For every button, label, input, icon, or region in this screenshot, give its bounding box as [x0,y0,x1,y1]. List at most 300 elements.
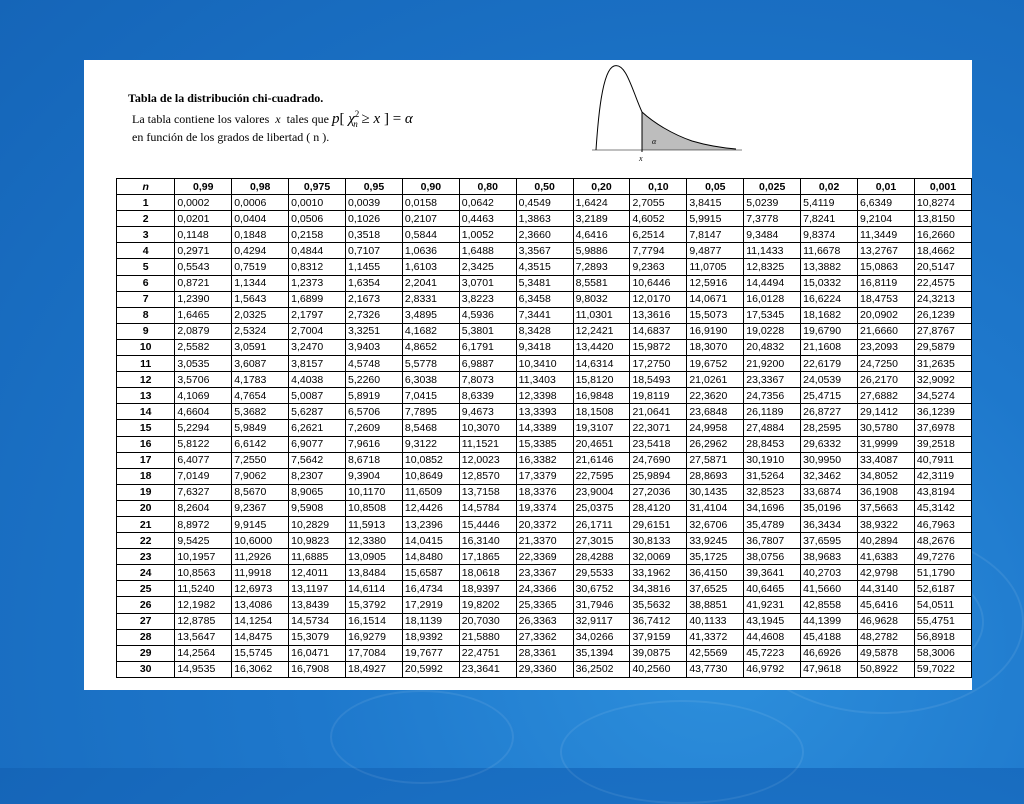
table-cell: 36,1908 [858,484,915,500]
table-cell: 15,9872 [630,339,687,355]
column-header-alpha: 0,001 [914,179,971,195]
table-cell: 9,5425 [175,533,232,549]
table-cell: 15,3792 [346,597,403,613]
table-row [117,597,972,613]
table-cell: 14,0671 [687,291,744,307]
description-suffix: tales que [286,111,329,126]
table-cell: 0,5543 [175,259,232,275]
table-cell: 35,1394 [573,645,630,661]
table-cell: 40,2703 [801,565,858,581]
table-cell: 18,9392 [402,629,459,645]
table-cell: 13,0905 [346,549,403,565]
table-row [117,275,972,291]
table-row [117,388,972,404]
table-cell: 16,1514 [346,613,403,629]
table-cell: 31,9999 [858,436,915,452]
table-cell: 7,8147 [687,227,744,243]
table-cell: 25,3365 [516,597,573,613]
table-cell: 14,0415 [402,533,459,549]
degrees-of-freedom-cell: 19 [117,484,175,500]
table-cell: 5,5778 [402,356,459,372]
degrees-of-freedom-cell: 27 [117,613,175,629]
table-cell: 39,2518 [914,436,971,452]
table-cell: 7,0415 [402,388,459,404]
table-cell: 5,8122 [175,436,232,452]
table-cell: 14,5734 [289,613,346,629]
table-cell: 0,2107 [402,211,459,227]
table-row [117,436,972,452]
degrees-of-freedom-cell: 26 [117,597,175,613]
table-cell: 8,2307 [289,468,346,484]
table-cell: 14,1254 [232,613,289,629]
table-cell: 21,9200 [744,356,801,372]
table-cell: 6,3038 [402,372,459,388]
table-cell: 20,5992 [402,661,459,677]
table-cell: 16,9848 [573,388,630,404]
table-cell: 29,3360 [516,661,573,677]
table-cell: 8,6339 [459,388,516,404]
column-header-alpha: 0,975 [289,179,346,195]
table-cell: 37,5663 [858,500,915,516]
table-cell: 44,4608 [744,629,801,645]
table-cell: 42,8558 [801,597,858,613]
table-cell: 11,3449 [858,227,915,243]
table-cell: 0,0158 [402,195,459,211]
table-cell: 18,1139 [402,613,459,629]
table-cell: 35,1725 [687,549,744,565]
table-cell: 16,9190 [687,323,744,339]
table-cell: 5,9886 [573,243,630,259]
table-cell: 43,8194 [914,484,971,500]
table-cell: 12,0170 [630,291,687,307]
degrees-of-freedom-cell: 5 [117,259,175,275]
table-cell: 19,3374 [516,500,573,516]
table-cell: 2,7055 [630,195,687,211]
table-cell: 7,7895 [402,404,459,420]
degrees-of-freedom-cell: 15 [117,420,175,436]
table-cell: 9,8032 [573,291,630,307]
table-cell: 29,1412 [858,404,915,420]
variable-x: x [275,111,281,126]
x-axis-marker-label: x [639,154,643,163]
table-cell: 5,9849 [232,420,289,436]
degrees-of-freedom-cell: 21 [117,516,175,532]
table-cell: 6,6142 [232,436,289,452]
table-cell: 0,2971 [175,243,232,259]
table-cell: 8,9065 [289,484,346,500]
table-cell: 0,0039 [346,195,403,211]
document-title: Tabla de la distribución chi-cuadrado. [128,91,324,105]
table-cell: 16,3140 [459,533,516,549]
table-cell: 14,8475 [232,629,289,645]
table-cell: 15,5073 [687,307,744,323]
table-cell: 3,3251 [346,323,403,339]
degrees-of-freedom-cell: 13 [117,388,175,404]
table-cell: 0,1148 [175,227,232,243]
table-row [117,516,972,532]
table-cell: 15,0863 [858,259,915,275]
table-cell: 0,3518 [346,227,403,243]
table-cell: 12,8570 [459,468,516,484]
table-cell: 15,3385 [516,436,573,452]
table-cell: 13,3393 [516,404,573,420]
table-cell: 3,3567 [516,243,573,259]
table-cell: 45,7223 [744,645,801,661]
table-cell: 16,9279 [346,629,403,645]
table-cell: 11,6885 [289,549,346,565]
table-cell: 40,1133 [687,613,744,629]
table-cell: 20,7030 [459,613,516,629]
table-cell: 31,5264 [744,468,801,484]
table-cell: 39,3641 [744,565,801,581]
table-cell: 34,3816 [630,581,687,597]
table-cell: 27,6882 [858,388,915,404]
table-cell: 3,8223 [459,291,516,307]
table-cell: 7,3778 [744,211,801,227]
table-row [117,629,972,645]
table-cell: 5,0239 [744,195,801,211]
table-cell: 20,5147 [914,259,971,275]
table-cell: 13,5647 [175,629,232,645]
table-cell: 26,8727 [801,404,858,420]
table-cell: 43,7730 [687,661,744,677]
table-cell: 0,7107 [346,243,403,259]
degrees-of-freedom-cell: 30 [117,661,175,677]
table-cell: 9,3484 [744,227,801,243]
chi-square-table [116,178,972,678]
table-cell: 0,8721 [175,275,232,291]
table-cell: 29,6332 [801,436,858,452]
alpha-label: α [652,137,657,146]
table-cell: 16,0471 [289,645,346,661]
table-cell: 22,6179 [801,356,858,372]
table-cell: 1,6424 [573,195,630,211]
table-cell: 51,1790 [914,565,971,581]
table-cell: 10,2829 [289,516,346,532]
table-cell: 12,8785 [175,613,232,629]
table-cell: 9,4877 [687,243,744,259]
table-cell: 26,1189 [744,404,801,420]
table-cell: 40,7911 [914,452,971,468]
table-cell: 4,1682 [402,323,459,339]
table-cell: 0,4549 [516,195,573,211]
degrees-of-freedom-cell: 9 [117,323,175,339]
degrees-of-freedom-cell: 23 [117,549,175,565]
table-cell: 12,0023 [459,452,516,468]
table-cell: 7,8073 [459,372,516,388]
description-line-2: en función de los grados de libertad ( n ). [132,130,330,144]
degrees-of-freedom-cell: 1 [117,195,175,211]
degrees-of-freedom-cell: 29 [117,645,175,661]
table-cell: 32,3462 [801,468,858,484]
table-row [117,420,972,436]
table-cell: 29,5533 [573,565,630,581]
table-cell: 37,9159 [630,629,687,645]
table-cell: 23,3367 [516,565,573,581]
table-cell: 8,5468 [402,420,459,436]
table-cell: 1,6488 [459,243,516,259]
table-cell: 21,0641 [630,404,687,420]
table-cell: 43,1945 [744,613,801,629]
table-cell: 35,4789 [744,516,801,532]
table-cell: 1,1455 [346,259,403,275]
table-cell: 12,8325 [744,259,801,275]
table-cell: 41,3372 [687,629,744,645]
table-cell: 20,4651 [573,436,630,452]
table-row [117,291,972,307]
table-cell: 6,9887 [459,356,516,372]
table-cell: 3,0535 [175,356,232,372]
table-cell: 26,3363 [516,613,573,629]
table-cell: 14,5784 [459,500,516,516]
table-cell: 15,6587 [402,565,459,581]
degrees-of-freedom-cell: 10 [117,339,175,355]
table-row [117,500,972,516]
table-cell: 28,2595 [801,420,858,436]
table-cell: 27,5871 [687,452,744,468]
table-cell: 36,7412 [630,613,687,629]
table-cell: 7,2550 [232,452,289,468]
degrees-of-freedom-cell: 3 [117,227,175,243]
table-cell: 17,7084 [346,645,403,661]
table-cell: 26,1711 [573,516,630,532]
table-cell: 21,0261 [687,372,744,388]
table-cell: 6,9077 [289,436,346,452]
table-cell: 18,4753 [858,291,915,307]
table-cell: 54,0511 [914,597,971,613]
table-cell: 1,6899 [289,291,346,307]
table-cell: 5,3682 [232,404,289,420]
table-cell: 11,6509 [402,484,459,500]
table-cell: 10,6446 [630,275,687,291]
table-cell: 24,3213 [914,291,971,307]
table-cell: 0,7519 [232,259,289,275]
table-row [117,484,972,500]
table-row [117,661,972,677]
table-cell: 32,9117 [573,613,630,629]
table-cell: 40,2894 [858,533,915,549]
table-cell: 4,6416 [573,227,630,243]
table-cell: 0,2158 [289,227,346,243]
table-cell: 52,6187 [914,581,971,597]
table-cell: 30,6752 [573,581,630,597]
table-cell: 5,2260 [346,372,403,388]
table-cell: 3,8157 [289,356,346,372]
table-cell: 32,0069 [630,549,687,565]
table-row [117,565,972,581]
table-cell: 17,2750 [630,356,687,372]
table-cell: 16,4734 [402,581,459,597]
table-cell: 3,5706 [175,372,232,388]
table-cell: 26,1239 [914,307,971,323]
table-cell: 37,6595 [801,533,858,549]
table-cell: 4,6604 [175,404,232,420]
table-cell: 4,5748 [346,356,403,372]
column-header-alpha: 0,50 [516,179,573,195]
table-cell: 6,3458 [516,291,573,307]
table-cell: 5,0087 [289,388,346,404]
table-cell: 31,7946 [573,597,630,613]
table-cell: 11,5240 [175,581,232,597]
table-cell: 38,9683 [801,549,858,565]
table-cell: 3,4895 [402,307,459,323]
table-cell: 22,3369 [516,549,573,565]
table-cell: 42,5569 [687,645,744,661]
table-cell: 13,8150 [914,211,971,227]
table-cell: 9,9145 [232,516,289,532]
table-cell: 26,2962 [687,436,744,452]
table-row [117,307,972,323]
table-cell: 10,8274 [914,195,971,211]
table-cell: 30,1435 [687,484,744,500]
table-cell: 23,2093 [858,339,915,355]
table-row [117,581,972,597]
table-cell: 49,5878 [858,645,915,661]
table-cell: 19,3107 [573,420,630,436]
description-line [132,109,413,129]
table-row [117,468,972,484]
chi-square-density-figure [584,60,754,165]
table-cell: 14,4494 [744,275,801,291]
table-cell: 26,2170 [858,372,915,388]
table-row [117,452,972,468]
table-cell: 15,4446 [459,516,516,532]
table-cell: 33,6874 [801,484,858,500]
table-cell: 8,5670 [232,484,289,500]
table-cell: 33,9245 [687,533,744,549]
table-cell: 23,3641 [459,661,516,677]
table-cell: 4,4038 [289,372,346,388]
table-cell: 50,8922 [858,661,915,677]
table-cell: 0,4844 [289,243,346,259]
table-cell: 7,5642 [289,452,346,468]
table-cell: 23,5418 [630,436,687,452]
table-cell: 1,5643 [232,291,289,307]
table-cell: 27,3015 [573,533,630,549]
table-cell: 32,8523 [744,484,801,500]
table-cell: 10,9823 [289,533,346,549]
table-cell: 48,2676 [914,533,971,549]
table-cell: 46,6926 [801,645,858,661]
table-cell: 1,6465 [175,307,232,323]
table-cell: 38,0756 [744,549,801,565]
column-header-n: n [117,179,175,195]
table-cell: 4,7654 [232,388,289,404]
table-cell: 18,1508 [573,404,630,420]
table-cell: 58,3006 [914,645,971,661]
table-cell: 1,6354 [346,275,403,291]
table-cell: 0,0506 [289,211,346,227]
table-cell: 10,3070 [459,420,516,436]
table-cell: 42,9798 [858,565,915,581]
table-cell: 11,6678 [801,243,858,259]
table-cell: 13,7158 [459,484,516,500]
table-cell: 21,6146 [573,452,630,468]
table-cell: 36,3434 [801,516,858,532]
table-cell: 49,7276 [914,549,971,565]
table-cell: 10,1957 [175,549,232,565]
table-row [117,549,972,565]
table-cell: 31,2635 [914,356,971,372]
table-cell: 28,8693 [687,468,744,484]
table-cell: 45,3142 [914,500,971,516]
table-cell: 35,5632 [630,597,687,613]
table-cell: 8,8972 [175,516,232,532]
table-cell: 41,6383 [858,549,915,565]
table-row [117,195,972,211]
table-cell: 36,7807 [744,533,801,549]
column-header-alpha: 0,01 [858,179,915,195]
table-cell: 30,5780 [858,420,915,436]
description-prefix: La tabla contiene los valores [132,111,270,126]
table-cell: 11,1521 [459,436,516,452]
table-cell: 7,9062 [232,468,289,484]
table-cell: 6,1791 [459,339,516,355]
table-cell: 13,8484 [346,565,403,581]
table-cell: 7,8241 [801,211,858,227]
table-cell: 0,1026 [346,211,403,227]
table-cell: 11,9918 [232,565,289,581]
table-cell: 17,5345 [744,307,801,323]
table-cell: 5,9915 [687,211,744,227]
table-row [117,323,972,339]
table-cell: 4,1783 [232,372,289,388]
table-cell: 6,2514 [630,227,687,243]
table-cell: 5,8919 [346,388,403,404]
degrees-of-freedom-cell: 2 [117,211,175,227]
table-cell: 24,3366 [516,581,573,597]
table-cell: 38,9322 [858,516,915,532]
table-cell: 27,8767 [914,323,971,339]
table-cell: 5,3481 [516,275,573,291]
table-cell: 6,4077 [175,452,232,468]
table-cell: 1,1344 [232,275,289,291]
table-cell: 5,2294 [175,420,232,436]
table-cell: 5,3801 [459,323,516,339]
table-row [117,243,972,259]
table-cell: 47,9618 [801,661,858,677]
table-cell: 0,0002 [175,195,232,211]
table-cell: 22,3071 [630,420,687,436]
table-cell: 3,8415 [687,195,744,211]
table-cell: 19,8202 [459,597,516,613]
table-cell: 13,3882 [801,259,858,275]
table-row [117,613,972,629]
table-cell: 13,2767 [858,243,915,259]
table-cell: 16,8119 [858,275,915,291]
table-cell: 28,4288 [573,549,630,565]
table-cell: 28,4120 [630,500,687,516]
table-cell: 10,6000 [232,533,289,549]
table-row [117,356,972,372]
table-cell: 40,6465 [744,581,801,597]
table-cell: 1,0636 [402,243,459,259]
degrees-of-freedom-cell: 6 [117,275,175,291]
table-cell: 24,9958 [687,420,744,436]
table-cell: 11,1433 [744,243,801,259]
column-header-alpha: 0,90 [402,179,459,195]
degrees-of-freedom-cell: 16 [117,436,175,452]
table-cell: 10,8649 [402,468,459,484]
table-cell: 33,4087 [858,452,915,468]
table-cell: 2,7004 [289,323,346,339]
table-cell: 46,7963 [914,516,971,532]
table-cell: 20,3372 [516,516,573,532]
table-cell: 19,8119 [630,388,687,404]
table-cell: 14,6837 [630,323,687,339]
table-row [117,211,972,227]
degrees-of-freedom-cell: 17 [117,452,175,468]
